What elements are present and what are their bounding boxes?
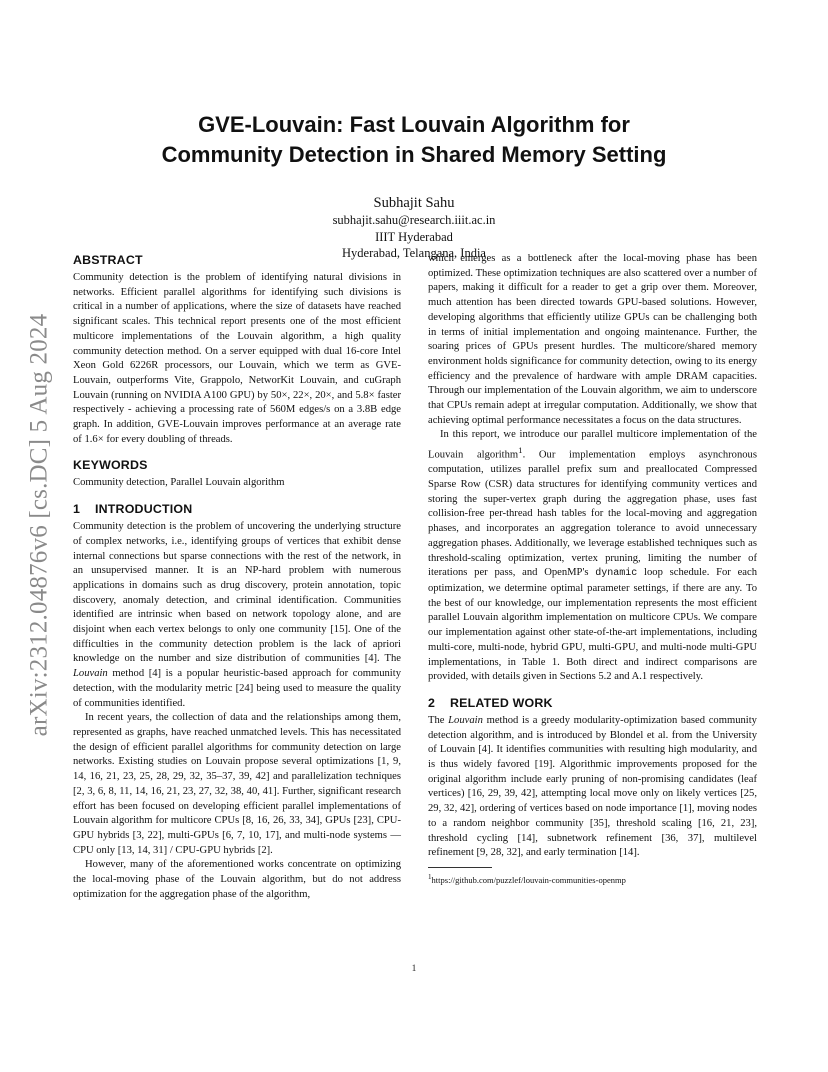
footnote-mark: 1 [428, 872, 432, 881]
related-work-heading [428, 695, 757, 711]
left-column [73, 252, 401, 902]
louvain-emphasis-2: Louvain [448, 714, 483, 726]
right-paragraph-1: which emerges as a bottleneck after the local-moving phase has been optimized. These optimization techniques are also scattered over a number of papers, making it difficult for a reader to get a grip over them. Moreover, much attention has been directed towards GPU-based solutions. However, developing algorithms that efficiently utilize GPUs can be challenging both in terms of initial implementation and ongoing maintenance. Further, the soaring prices of GPUs present hurdles. The multicore/shared memory environment holds significance for community detection, owing to its energy efficiency and the prevalence of hardware with ample DRAM capacities. Through our implementation of the Louvain algorithm, we aim to underscore that CPUs remain adept at irregular computation. Additionally, we show that achieving optimal performance necessitates a focus on the data structures. [428, 253, 757, 426]
title-line-1: GVE-Louvain: Fast Louvain Algorithm for [198, 112, 630, 137]
keywords-text: Community detection, Parallel Louvain algorithm [73, 477, 285, 489]
right-column [428, 252, 757, 886]
paper-title [74, 110, 754, 170]
introduction-heading [73, 501, 401, 517]
intro-paragraph-3: However, many of the aforementioned works concentrate on optimizing the local-moving phase of the Louvain algorithm, but do not address optimization for the aggregation phase of the algorithm, [73, 859, 401, 900]
author-email: subhajit.sahu@research.iiit.ac.in [332, 213, 496, 227]
keywords-heading: KEYWORDS [73, 458, 148, 473]
arxiv-identifier [24, 290, 54, 760]
abstract-text: Community detection is the problem of identifying natural divisions in networks. Efficient parallel algorithms for identifying such divisions is critical in a number of applications, where the size of datasets have reached significant scales. This technical report presents one of the most efficient multicore implementations of the Louvain algorithm, a high quality community detection method. On a server equipped with dual 16-core Intel Xeon Gold 6226R processors, our Louvain, which we term as GVE-Louvain, outperforms Vite, Grappolo, NetworKit Louvain, and cuGraph Louvain (running on NVIDIA A100 GPU) by 50×, 22×, 20×, and 5.8× faster respectively - achieving a processing rate of 560M edges/s on a 3.8B edge graph. In addition, GVE-Louvain improves performance at an average rate of 1.6× for every doubling of threads. [73, 272, 401, 445]
author-location: Hyderabad, Telangana, India [342, 246, 486, 260]
abstract-heading: ABSTRACT [73, 253, 143, 267]
right-paragraph-2: In this report, we introduce our parallel multicore implementation of the Louvain algorithm$^1$. Our implementation employs asynchronous computation, utilizes parallel prefix sum and preallocated Compressed Sparse Row (CSR) data structures for identifying community vertices and storing the super-vertex graph during the aggregation phase, uses fast collision-free per-thread hash tables for the local-moving and aggregation phases, and incorporates an aggregation tolerance to avoid unnecessary aggregation phases. Additionally, we leverage established techniques such as threshold-scaling optimization, vertex pruning, limiting the number of iterations per pass, and OpenMP's dynamic loop schedule. For each optimization, we determine optimal parameter settings, if there are any. To the best of our knowledge, our implementation represents the most efficient parallel Louvain algorithm implementation on multicore CPUs. We compare our implementation against other state-of-the-art implementations, including multi-core, multi-node, hybrid GPU, multi-GPU, and multi-node multi-GPU implementations, in Table 1. Both direct and indirect comparisons are provided, with details given in Sections 5.2 and A.1 respectively. [428, 429, 757, 683]
footnote-rule [428, 867, 492, 868]
arxiv-identifier-text: arXiv:2312.04876v6 [cs.DC] 5 Aug 2024 [25, 313, 52, 737]
author-name: Subhajit Sahu [373, 195, 455, 211]
related-work-title: RELATED WORK [450, 695, 553, 710]
introduction-title: INTRODUCTION [95, 502, 193, 517]
code-dynamic: dynamic [595, 568, 638, 580]
footnote-link[interactable]: https://github.com/puzzlef/louvain-communities-openmp [431, 874, 626, 885]
author-institution: IIIT Hyderabad [375, 229, 453, 244]
title-block [74, 110, 754, 262]
title-line-2: Community Detection in Shared Memory Setting [161, 142, 667, 167]
related-work-paragraph: The Louvain method is a greedy modularity-optimization based community detection algorithm, and is introduced by Blondel et al. from the University of Louvain [4]. It identifies communities with resulting high modularity, and is thus widely favored [19]. Algorithmic improvements proposed for the original algorithm include early pruning of non-promising candidates (leaf vertices) [16, 29, 39, 42], attempting local move only on likely vertices [25, 29, 32, 42], ordering of vertices based on node importance [1], moving nodes to a random neighbor community [35], threshold scaling [16, 21, 23], threshold cycling [14], subnetwork refinement [36, 37], multilevel refinement [9, 28, 32], and early termination [14]. [428, 714, 757, 859]
related-work-number: 2 [428, 695, 436, 710]
intro-paragraph-1: Community detection is the problem of uncovering the underlying structure of complex networks, i.e., identifying groups of vertices that exhibit dense internal connections but sparse connections with the rest of the network, in an unsupervised manner. It is an NP-hard problem with numerous applications in domains such as drug discovery, protein annotation, topic discovery, anomaly detection, and criminal identification. Communities identified are intrinsic when based on network topology alone, and are disjoint when each vertex belongs to only one community [15]. One of the difficulties in the community detection problem is the lack of apriori knowledge on the number and size distribution of communities [4]. The Louvain method [4] is a popular heuristic-based approach for community detection, with the modularity metric [24] being used to measure the quality of communities identified. [73, 521, 401, 709]
introduction-number: 1 [73, 502, 81, 517]
footnote [428, 871, 757, 886]
footnote-reference[interactable]: 1 [518, 445, 523, 456]
intro-paragraph-2: In recent years, the collection of data and the relationships among them, represented as graphs, have reached unmatched levels. This has necessitated the design of efficient parallel algorithms for community detection on large networks. Existing studies on Louvain propose several optimizations [1, 9, 14, 16, 21, 23, 25, 28, 29, 32, 35–37, 39, 42] and parallelization techniques [2, 3, 6, 8, 11, 14, 16, 21, 23, 27, 32, 38, 40, 41]. Further, significant research effort has been focused on developing efficient parallel implementations of Louvain algorithm for multicore CPUs [8, 16, 26, 33, 34], GPUs [23], CPU-GPU hybrids [3, 22], multi-GPUs [6, 7, 10, 17], and multi-node systems — CPU only [13, 14, 31] / CPU-GPU hybrids [2]. [73, 712, 401, 856]
louvain-emphasis: Louvain [73, 668, 108, 680]
page-number: 1 [411, 964, 417, 974]
